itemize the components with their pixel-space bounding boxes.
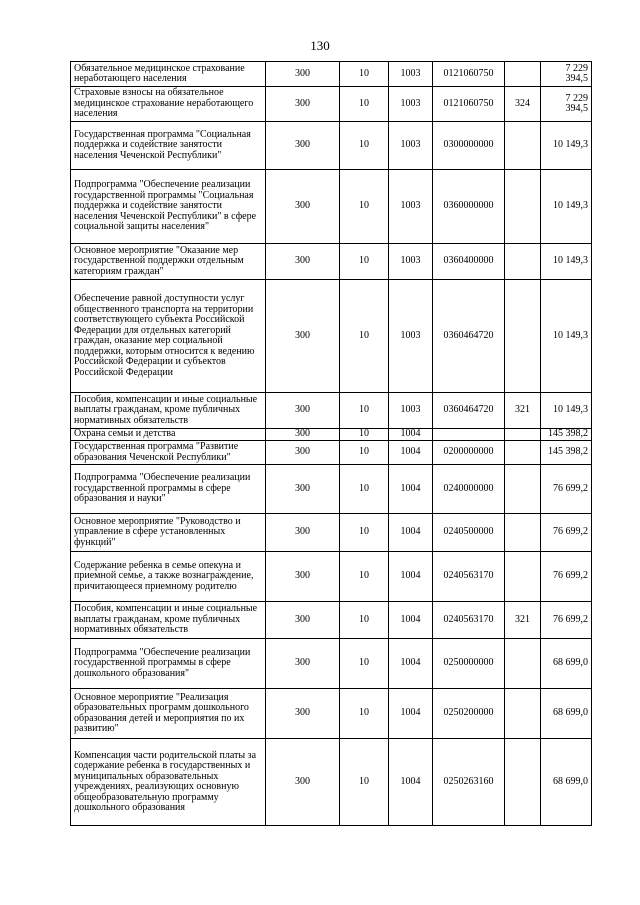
target-article-cell: 0240500000 <box>433 514 505 552</box>
table-row <box>71 170 592 244</box>
table-row <box>71 429 592 441</box>
section-code-cell: 10 <box>340 602 389 639</box>
target-article-cell: 0360400000 <box>433 244 505 280</box>
item-name-cell: Подпрограмма "Обеспечение реализации государственной программы в сфере дошкольного образования" <box>71 639 266 689</box>
section-code-cell: 10 <box>340 465 389 514</box>
subsection-code-cell: 1003 <box>389 62 433 87</box>
table-row <box>71 393 592 429</box>
section-code-cell: 10 <box>340 429 389 441</box>
budget-table <box>70 61 592 826</box>
table-row <box>71 244 592 280</box>
budget-table-body <box>71 62 592 826</box>
table-row <box>71 62 592 87</box>
expense-type-cell <box>505 514 541 552</box>
expense-type-cell <box>505 122 541 170</box>
target-article-cell: 0121060750 <box>433 62 505 87</box>
target-article-cell: 0360000000 <box>433 170 505 244</box>
subsection-code-cell: 1004 <box>389 739 433 826</box>
amount-cell: 76 699,2 <box>541 602 592 639</box>
target-article-cell: 0240000000 <box>433 465 505 514</box>
table-row <box>71 739 592 826</box>
subsection-code-cell: 1004 <box>389 465 433 514</box>
item-name-cell: Компенсация части родительской платы за содержание ребенка в государственных и муниципальных образовательных учреждениях, реализующих основную общеобразовательную программу дошкольного образования <box>71 739 266 826</box>
section-code-cell: 10 <box>340 244 389 280</box>
expense-type-cell <box>505 739 541 826</box>
section-code-cell: 10 <box>340 739 389 826</box>
amount-cell: 7 229 394,5 <box>541 62 592 87</box>
subsection-code-cell: 1003 <box>389 244 433 280</box>
subsection-code-cell: 1004 <box>389 429 433 441</box>
expense-type-cell <box>505 62 541 87</box>
expense-type-cell <box>505 552 541 602</box>
subsection-code-cell: 1004 <box>389 552 433 602</box>
section-code-cell: 10 <box>340 393 389 429</box>
section-code-cell: 10 <box>340 689 389 739</box>
item-name-cell: Основное мероприятие "Руководство и управление в сфере установленных функций" <box>71 514 266 552</box>
ministry-code-cell: 300 <box>266 552 340 602</box>
item-name-cell: Основное мероприятие "Оказание мер государственной поддержки отдельным категориям граждан" <box>71 244 266 280</box>
target-article-cell: 0360464720 <box>433 280 505 393</box>
section-code-cell: 10 <box>340 552 389 602</box>
item-name-cell: Пособия, компенсации и иные социальные выплаты гражданам, кроме публичных нормативных обязательств <box>71 393 266 429</box>
amount-cell: 68 699,0 <box>541 689 592 739</box>
target-article-cell: 0250200000 <box>433 689 505 739</box>
subsection-code-cell: 1004 <box>389 441 433 465</box>
item-name-cell: Подпрограмма "Обеспечение реализации государственной программы "Социальная поддержка и содействие занятости населения Чеченской Республики" в сфере социальной защиты населения" <box>71 170 266 244</box>
table-row <box>71 87 592 122</box>
table-row <box>71 639 592 689</box>
item-name-cell: Обязательное медицинское страхование неработающего населения <box>71 62 266 87</box>
amount-cell: 7 229 394,5 <box>541 87 592 122</box>
subsection-code-cell: 1003 <box>389 122 433 170</box>
ministry-code-cell: 300 <box>266 170 340 244</box>
amount-cell: 10 149,3 <box>541 280 592 393</box>
ministry-code-cell: 300 <box>266 393 340 429</box>
subsection-code-cell: 1003 <box>389 393 433 429</box>
target-article-cell: 0360464720 <box>433 393 505 429</box>
expense-type-cell: 321 <box>505 602 541 639</box>
item-name-cell: Страховые взносы на обязательное медицинское страхование неработающего населения <box>71 87 266 122</box>
table-row <box>71 514 592 552</box>
subsection-code-cell: 1004 <box>389 514 433 552</box>
amount-cell: 10 149,3 <box>541 122 592 170</box>
section-code-cell: 10 <box>340 87 389 122</box>
item-name-cell: Обеспечение равной доступности услуг общественного транспорта на территории соответствующего субъекта Российской Федерации для отдельных категорий граждан, оказание мер социальной поддержки, которым относится к ведению Российской Федерации и субъектов Российской Федерации <box>71 280 266 393</box>
item-name-cell: Содержание ребенка в семье опекуна и приемной семье, а также вознаграждение, причитающееся приемному родителю <box>71 552 266 602</box>
expense-type-cell: 321 <box>505 393 541 429</box>
item-name-cell: Основное мероприятие "Реализация образовательных программ дошкольного образования детей и мероприятия по их развитию" <box>71 689 266 739</box>
subsection-code-cell: 1003 <box>389 170 433 244</box>
expense-type-cell <box>505 639 541 689</box>
section-code-cell: 10 <box>340 62 389 87</box>
subsection-code-cell: 1004 <box>389 602 433 639</box>
ministry-code-cell: 300 <box>266 244 340 280</box>
amount-cell: 76 699,2 <box>541 465 592 514</box>
section-code-cell: 10 <box>340 639 389 689</box>
expense-type-cell <box>505 280 541 393</box>
item-name-cell: Государственная программа "Социальная поддержка и содействие занятости населения Чеченской Республики" <box>71 122 266 170</box>
amount-cell: 68 699,0 <box>541 739 592 826</box>
target-article-cell: 0121060750 <box>433 87 505 122</box>
ministry-code-cell: 300 <box>266 639 340 689</box>
table-row <box>71 122 592 170</box>
table-row <box>71 602 592 639</box>
subsection-code-cell: 1003 <box>389 87 433 122</box>
expense-type-cell <box>505 689 541 739</box>
ministry-code-cell: 300 <box>266 87 340 122</box>
table-row <box>71 280 592 393</box>
expense-type-cell <box>505 170 541 244</box>
amount-cell: 145 398,2 <box>541 429 592 441</box>
section-code-cell: 10 <box>340 441 389 465</box>
amount-cell: 10 149,3 <box>541 244 592 280</box>
expense-type-cell <box>505 244 541 280</box>
subsection-code-cell: 1004 <box>389 689 433 739</box>
amount-cell: 76 699,2 <box>541 514 592 552</box>
table-row <box>71 441 592 465</box>
ministry-code-cell: 300 <box>266 429 340 441</box>
target-article-cell: 0240563170 <box>433 552 505 602</box>
expense-type-cell <box>505 465 541 514</box>
target-article-cell: 0240563170 <box>433 602 505 639</box>
section-code-cell: 10 <box>340 170 389 244</box>
page-number: 130 <box>310 38 330 53</box>
target-article-cell <box>433 429 505 441</box>
subsection-code-cell: 1004 <box>389 639 433 689</box>
amount-cell: 10 149,3 <box>541 393 592 429</box>
amount-cell: 68 699,0 <box>541 639 592 689</box>
amount-cell: 10 149,3 <box>541 170 592 244</box>
ministry-code-cell: 300 <box>266 602 340 639</box>
section-code-cell: 10 <box>340 280 389 393</box>
ministry-code-cell: 300 <box>266 441 340 465</box>
ministry-code-cell: 300 <box>266 280 340 393</box>
target-article-cell: 0250263160 <box>433 739 505 826</box>
target-article-cell: 0250000000 <box>433 639 505 689</box>
ministry-code-cell: 300 <box>266 739 340 826</box>
target-article-cell: 0300000000 <box>433 122 505 170</box>
expense-type-cell <box>505 429 541 441</box>
section-code-cell: 10 <box>340 514 389 552</box>
expense-type-cell: 324 <box>505 87 541 122</box>
item-name-cell: Государственная программа "Развитие образования Чеченской Республики" <box>71 441 266 465</box>
item-name-cell: Пособия, компенсации и иные социальные выплаты гражданам, кроме публичных нормативных обязательств <box>71 602 266 639</box>
amount-cell: 76 699,2 <box>541 552 592 602</box>
subsection-code-cell: 1003 <box>389 280 433 393</box>
table-row <box>71 552 592 602</box>
expense-type-cell <box>505 441 541 465</box>
table-row <box>71 465 592 514</box>
target-article-cell: 0200000000 <box>433 441 505 465</box>
section-code-cell: 10 <box>340 122 389 170</box>
ministry-code-cell: 300 <box>266 514 340 552</box>
ministry-code-cell: 300 <box>266 122 340 170</box>
amount-cell: 145 398,2 <box>541 441 592 465</box>
table-row <box>71 689 592 739</box>
ministry-code-cell: 300 <box>266 62 340 87</box>
ministry-code-cell: 300 <box>266 465 340 514</box>
ministry-code-cell: 300 <box>266 689 340 739</box>
item-name-cell: Подпрограмма "Обеспечение реализации государственной программы в сфере образования и науки" <box>71 465 266 514</box>
item-name-cell: Охрана семьи и детства <box>71 429 266 441</box>
